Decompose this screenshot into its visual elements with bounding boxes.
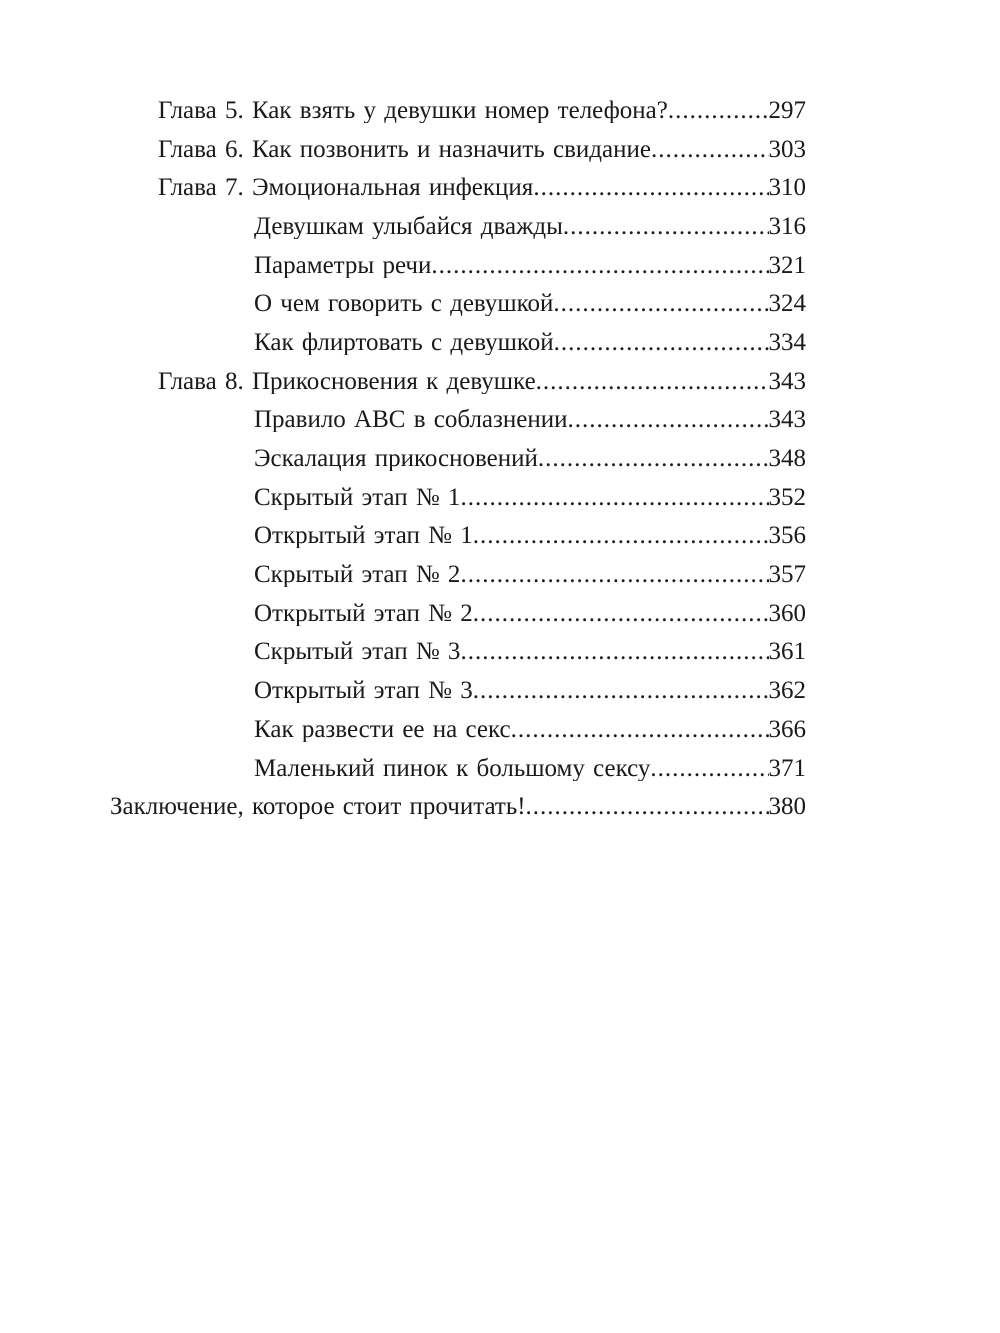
toc-dot-leader [473,601,769,626]
toc-dot-leader [538,446,769,471]
toc-entry-title: Маленький пинок к большому сексу [254,755,651,781]
toc-entry-title: Глава 5. Как взять у девушки номер телефона? [158,97,668,123]
toc-entry [0,787,1000,826]
toc-entry [0,749,1000,788]
toc-entry-page-number: 310 [768,175,806,201]
toc-entry-page-number: 362 [768,678,806,704]
toc-entry [0,478,1000,517]
toc-entry [0,91,1000,130]
toc-entry-page-number: 371 [768,755,806,781]
toc-entry-page-number: 366 [768,716,806,742]
toc-dot-leader [526,794,769,819]
toc-entry-title: Скрытый этап № 2 [254,562,461,588]
toc-entry-page-number: 321 [768,252,806,278]
toc-entry [0,323,1000,362]
toc-entry-title: Открытый этап № 3 [254,678,473,704]
toc-entry [0,555,1000,594]
toc-entry-page-number: 334 [768,329,806,355]
toc-entry-page-number: 357 [768,562,806,588]
toc-dot-leader [431,253,768,278]
toc-entry-title: Параметры речи [254,252,432,278]
toc-dot-leader [668,98,769,123]
toc-dot-leader [511,717,769,742]
toc-entry [0,517,1000,556]
toc-entry-title: Эскалация прикосновений [254,446,538,472]
toc-entry-page-number: 324 [768,291,806,317]
toc-dot-leader [460,639,768,664]
toc-entry [0,710,1000,749]
toc-entry-title: Скрытый этап № 1 [254,484,461,510]
toc-entry [0,130,1000,169]
toc-entry-title: Открытый этап № 2 [254,600,473,626]
toc-entry-title: Глава 7. Эмоциональная инфекция [158,175,534,201]
toc-dot-leader [460,485,768,510]
toc-entry-title: Глава 8. Прикосновения к девушке [158,368,536,394]
toc-entry-page-number: 360 [768,600,806,626]
toc-entry [0,401,1000,440]
table-of-contents [0,91,1000,826]
toc-entry-title: Как развести ее на секс [254,716,511,742]
toc-entry [0,439,1000,478]
toc-entry [0,284,1000,323]
toc-entry [0,633,1000,672]
toc-entry-title: Как флиртовать с девушкой [254,329,554,355]
toc-entry-page-number: 352 [768,484,806,510]
toc-dot-leader [651,137,769,162]
toc-dot-leader [568,407,769,432]
toc-dot-leader [536,369,769,394]
toc-dot-leader [460,562,768,587]
toc-entry-page-number: 297 [768,97,806,123]
toc-entry-page-number: 343 [768,407,806,433]
toc-entry [0,246,1000,285]
toc-entry-page-number: 303 [768,136,806,162]
toc-entry [0,362,1000,401]
toc-dot-leader [553,291,768,316]
toc-dot-leader [533,175,768,200]
toc-entry-title: Открытый этап № 1 [254,523,473,549]
toc-entry-page-number: 380 [768,794,806,820]
toc-entry-page-number: 356 [768,523,806,549]
toc-dot-leader [473,523,769,548]
toc-entry-title: Девушкам улыбайся дважды [254,213,563,239]
toc-entry-page-number: 343 [768,368,806,394]
toc-entry-page-number: 316 [768,213,806,239]
toc-dot-leader [650,756,768,781]
toc-entry-title: Глава 6. Как позвонить и назначить свидание [158,136,651,162]
toc-entry [0,168,1000,207]
toc-entry [0,207,1000,246]
toc-dot-leader [473,678,769,703]
toc-entry-page-number: 361 [768,639,806,665]
toc-entry [0,594,1000,633]
toc-entry-title: Заключение, которое стоит прочитать! [110,794,526,820]
toc-entry-page-number: 348 [768,446,806,472]
toc-entry-title: Скрытый этап № 3 [254,639,461,665]
toc-entry [0,671,1000,710]
toc-entry-title: Правило ABC в соблазнении [254,407,568,433]
toc-dot-leader [554,330,769,355]
toc-dot-leader [563,214,769,239]
toc-entry-title: О чем говорить с девушкой [254,291,554,317]
